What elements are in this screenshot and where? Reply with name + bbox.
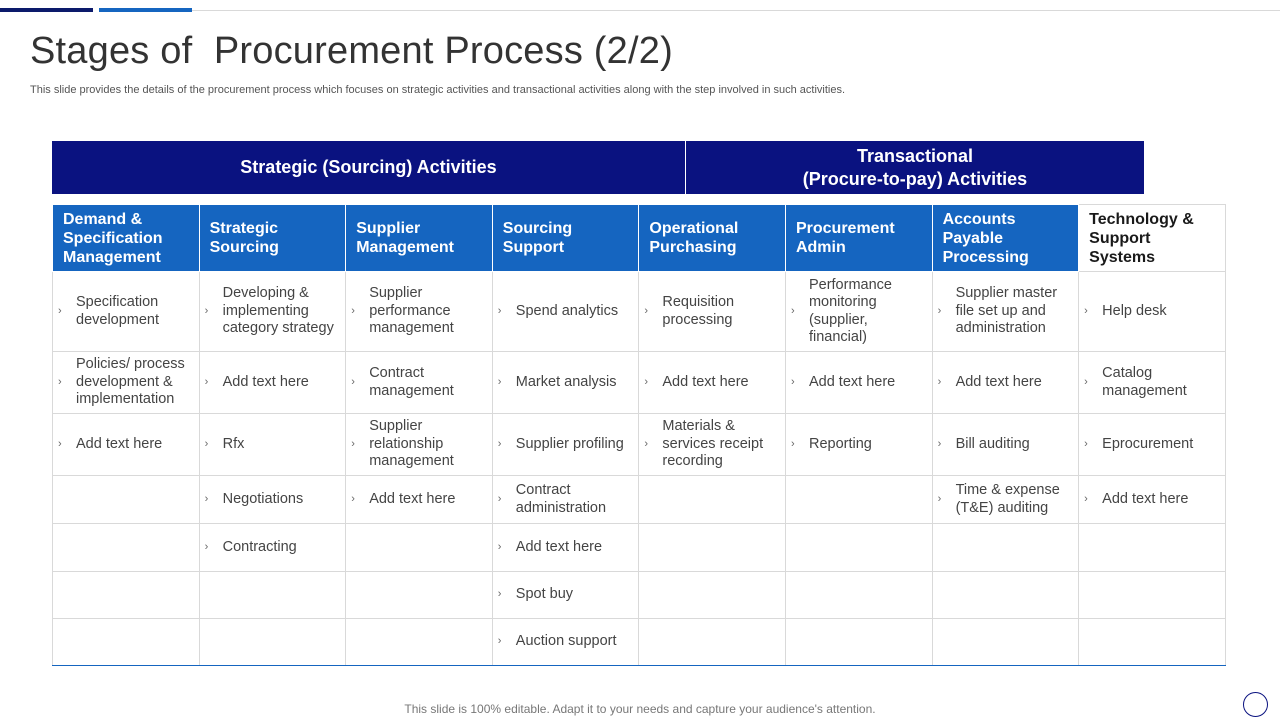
slide-subtitle: This slide provides the details of the procurement process which focuses on strategic activities and transactional activities along with the step involved in such activities. xyxy=(30,84,846,96)
cell-text: Add text here xyxy=(955,373,1042,390)
table-cell xyxy=(199,414,346,476)
strategic-activities-label: Strategic (Sourcing) Activities xyxy=(240,157,497,177)
table-cell xyxy=(53,414,200,476)
table-cell xyxy=(785,619,932,666)
cell-text: Spend analytics xyxy=(515,302,619,319)
circle-icon xyxy=(1243,692,1268,717)
table-cell xyxy=(346,476,493,524)
table-cell xyxy=(785,414,932,476)
list-item xyxy=(1084,365,1219,400)
strategic-activities-band xyxy=(52,141,685,194)
table-cell xyxy=(53,619,200,666)
cell-text: Developing & implementing category strategy xyxy=(222,285,334,337)
table-cell xyxy=(53,524,200,572)
chevron-right-icon: › xyxy=(1084,304,1088,317)
chevron-right-icon: › xyxy=(204,375,209,388)
chevron-right-icon: › xyxy=(937,304,942,317)
table-cell xyxy=(1079,572,1226,619)
table-cell xyxy=(492,414,639,476)
table-header-row xyxy=(53,205,1226,272)
cell-text: Reporting xyxy=(808,435,872,452)
table-cell xyxy=(785,272,932,352)
list-item xyxy=(938,374,1073,392)
table-cell xyxy=(199,619,346,666)
column-header: Strategic Sourcing xyxy=(199,205,346,272)
list-item xyxy=(205,491,340,509)
cell-text: Auction support xyxy=(515,633,617,650)
table-cell xyxy=(639,414,786,476)
list-item xyxy=(205,374,340,392)
chevron-right-icon: › xyxy=(644,304,649,317)
table-cell xyxy=(785,352,932,414)
cell-text: Rfx xyxy=(222,435,245,452)
cell-text: Requisition processing xyxy=(662,294,735,328)
table-cell xyxy=(639,352,786,414)
procurement-stages-table xyxy=(52,204,1226,666)
chevron-right-icon: › xyxy=(497,304,502,317)
slide-title: Stages of Procurement Process (2/2) xyxy=(30,30,673,72)
footer-note: This slide is 100% editable. Adapt it to your needs and capture your audience's attention. xyxy=(404,702,876,716)
cell-text: Contracting xyxy=(222,538,297,555)
cell-text: Specification development xyxy=(76,294,160,328)
chevron-right-icon: › xyxy=(1084,437,1088,450)
chevron-right-icon: › xyxy=(937,375,942,388)
table-cell xyxy=(346,414,493,476)
cell-text: Market analysis xyxy=(515,373,617,390)
list-item xyxy=(498,539,633,557)
table-cell xyxy=(932,572,1079,619)
list-item xyxy=(58,356,193,409)
list-item xyxy=(791,374,926,392)
table-cell xyxy=(785,572,932,619)
cell-text: Add text here xyxy=(808,373,896,390)
list-item xyxy=(498,374,633,392)
list-item xyxy=(351,418,486,471)
cell-text: Add text here xyxy=(662,373,749,390)
table-cell xyxy=(932,272,1079,352)
table-cell xyxy=(492,272,639,352)
table-cell xyxy=(932,524,1079,572)
table-cell xyxy=(346,524,493,572)
list-item xyxy=(644,374,779,392)
list-item xyxy=(351,491,486,509)
column-header: Technology & Support Systems xyxy=(1079,205,1226,272)
chevron-right-icon: › xyxy=(1084,492,1088,505)
chevron-right-icon: › xyxy=(204,492,209,505)
list-item xyxy=(58,436,193,454)
table-cell xyxy=(639,619,786,666)
table-row xyxy=(53,352,1226,414)
chevron-right-icon: › xyxy=(937,437,942,450)
cell-text: Time & expense (T&E) auditing xyxy=(955,482,1060,516)
list-item xyxy=(498,303,633,321)
table-cell xyxy=(53,272,200,352)
list-item xyxy=(351,365,486,400)
chevron-right-icon: › xyxy=(58,304,62,317)
table-cell xyxy=(639,272,786,352)
list-item xyxy=(938,482,1073,517)
cell-text: Add text here xyxy=(222,373,309,390)
chevron-right-icon: › xyxy=(790,304,795,317)
table-cell xyxy=(346,352,493,414)
table-row xyxy=(53,272,1226,352)
chevron-right-icon: › xyxy=(497,375,502,388)
table-cell xyxy=(346,572,493,619)
list-item xyxy=(205,285,340,338)
table-cell xyxy=(1079,619,1226,666)
table-cell xyxy=(53,476,200,524)
chevron-right-icon: › xyxy=(58,437,62,450)
column-header: Sourcing Support xyxy=(492,205,639,272)
chevron-right-icon: › xyxy=(497,540,502,553)
column-header: Supplier Management xyxy=(346,205,493,272)
list-item xyxy=(498,436,633,454)
column-header: Demand & Specification Management xyxy=(53,205,200,272)
cell-text: Bill auditing xyxy=(955,435,1030,452)
chevron-right-icon: › xyxy=(351,304,355,317)
column-header: Accounts Payable Processing xyxy=(932,205,1079,272)
list-item xyxy=(644,294,779,329)
chevron-right-icon: › xyxy=(204,437,209,450)
list-item xyxy=(938,285,1073,338)
table-cell xyxy=(639,476,786,524)
table-cell xyxy=(53,572,200,619)
list-item xyxy=(58,294,193,329)
chevron-right-icon: › xyxy=(644,437,649,450)
cell-text: Eprocurement xyxy=(1102,435,1194,452)
table-row xyxy=(53,414,1226,476)
chevron-right-icon: › xyxy=(937,492,942,505)
list-item xyxy=(498,633,633,651)
table-cell xyxy=(346,272,493,352)
cell-text: Supplier master file set up and administration xyxy=(955,285,1058,337)
cell-text: Supplier relationship management xyxy=(369,418,454,470)
chevron-right-icon: › xyxy=(204,540,209,553)
table-cell xyxy=(492,476,639,524)
list-item xyxy=(351,285,486,338)
cell-text: Add text here xyxy=(515,538,603,555)
list-item xyxy=(1084,436,1219,454)
cell-text: Contract management xyxy=(369,365,454,399)
chevron-right-icon: › xyxy=(790,437,795,450)
table-cell xyxy=(932,476,1079,524)
table-cell xyxy=(199,352,346,414)
cell-text: Performance monitoring (supplier, financial) xyxy=(808,276,892,345)
top-divider-line xyxy=(192,10,1280,11)
cell-text: Negotiations xyxy=(222,490,304,507)
list-item xyxy=(791,277,926,347)
table-body xyxy=(53,272,1226,666)
chevron-right-icon: › xyxy=(644,375,649,388)
table-cell xyxy=(932,352,1079,414)
table-cell xyxy=(346,619,493,666)
cell-text: Spot buy xyxy=(515,586,574,603)
cell-text: Add text here xyxy=(369,490,456,507)
table-cell xyxy=(492,572,639,619)
table-cell xyxy=(785,524,932,572)
transactional-activities-band xyxy=(686,141,1144,194)
list-item xyxy=(498,586,633,604)
table-cell xyxy=(1079,352,1226,414)
list-item xyxy=(644,418,779,471)
chevron-right-icon: › xyxy=(790,375,795,388)
table-cell xyxy=(492,524,639,572)
cell-text: Policies/ process development & implementation xyxy=(76,356,185,408)
cell-text: Contract administration xyxy=(515,482,607,516)
list-item xyxy=(791,436,926,454)
chevron-right-icon: › xyxy=(497,588,502,601)
table-cell xyxy=(199,524,346,572)
chevron-right-icon: › xyxy=(497,635,502,648)
list-item xyxy=(205,436,340,454)
table-cell xyxy=(1079,524,1226,572)
cell-text: Add text here xyxy=(1102,490,1189,507)
table-cell xyxy=(1079,272,1226,352)
table-cell xyxy=(492,352,639,414)
list-item xyxy=(498,482,633,517)
table-cell xyxy=(1079,414,1226,476)
chevron-right-icon: › xyxy=(351,492,355,505)
list-item xyxy=(1084,491,1219,509)
table-cell xyxy=(639,572,786,619)
table-row xyxy=(53,572,1226,619)
chevron-right-icon: › xyxy=(58,375,62,388)
list-item xyxy=(1084,303,1219,321)
table-cell xyxy=(199,272,346,352)
table-row xyxy=(53,619,1226,666)
table-cell xyxy=(932,619,1079,666)
cell-text: Add text here xyxy=(76,435,163,452)
table-cell xyxy=(53,352,200,414)
chevron-right-icon: › xyxy=(497,437,502,450)
list-item xyxy=(938,436,1073,454)
table-cell xyxy=(199,572,346,619)
table-cell xyxy=(639,524,786,572)
column-header: Procurement Admin xyxy=(785,205,932,272)
table-cell xyxy=(1079,476,1226,524)
table-cell xyxy=(932,414,1079,476)
table-row xyxy=(53,524,1226,572)
table-row xyxy=(53,476,1226,524)
cell-text: Supplier profiling xyxy=(515,435,624,452)
chevron-right-icon: › xyxy=(1084,375,1088,388)
cell-text: Help desk xyxy=(1102,302,1167,319)
transactional-activities-label: Transactional (Procure-to-pay) Activities xyxy=(802,145,1028,189)
list-item xyxy=(205,539,340,557)
chevron-right-icon: › xyxy=(351,375,355,388)
table-cell xyxy=(492,619,639,666)
top-accent-bar-blue xyxy=(99,8,192,12)
cell-text: Catalog management xyxy=(1102,365,1187,399)
chevron-right-icon: › xyxy=(497,492,502,505)
chevron-right-icon: › xyxy=(351,437,355,450)
top-accent-bar-dark xyxy=(0,8,93,12)
table-cell xyxy=(785,476,932,524)
cell-text: Supplier performance management xyxy=(369,285,454,337)
table-cell xyxy=(199,476,346,524)
chevron-right-icon: › xyxy=(204,304,209,317)
cell-text: Materials & services receipt recording xyxy=(662,418,764,470)
column-header: Operational Purchasing xyxy=(639,205,786,272)
